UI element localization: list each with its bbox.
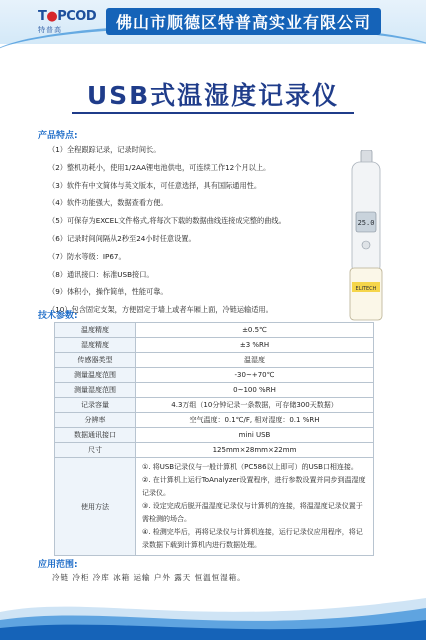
applications-text: 冷链 冷柜 冷库 冰箱 运输 户外 露天 恒温恒湿箱。 bbox=[52, 573, 246, 582]
logo-mark bbox=[38, 9, 97, 24]
spec-key: 分辨率 bbox=[55, 413, 136, 428]
logo-sun-icon: ● bbox=[46, 9, 58, 24]
feature-item: （2）整机功耗小，使用1/2AA锂电池供电，可连续工作12个月以上。 bbox=[48, 162, 271, 172]
method-step: ④. 检测完毕后，再将记录仪与计算机连接，运行记录仪应用程序，将记录数据下载到计算机内进行数据处理。 bbox=[142, 528, 363, 549]
company-name: 佛山市顺德区特普高实业有限公司 bbox=[106, 8, 381, 35]
method-steps bbox=[136, 458, 374, 556]
table-row bbox=[55, 338, 374, 353]
header bbox=[0, 0, 426, 52]
table-row bbox=[55, 458, 374, 556]
mounting-bracket bbox=[350, 268, 382, 320]
table-row bbox=[55, 443, 374, 458]
spec-key: 湿度精度 bbox=[55, 338, 136, 353]
device-display-value: 25.0 bbox=[357, 219, 375, 227]
feature-item: （9）体积小，操作简单，性能可靠。 bbox=[48, 287, 168, 297]
spec-key: 记录容量 bbox=[55, 398, 136, 413]
spec-key: 数据通讯接口 bbox=[55, 428, 136, 443]
method-step: ②. 在计算机上运行ToAnalyzer设置程序，进行参数设置并同步到温湿度记录仪。 bbox=[142, 476, 366, 497]
specs-table bbox=[54, 322, 374, 556]
table-row bbox=[55, 383, 374, 398]
features-list bbox=[48, 141, 348, 319]
logo-letters: PCOD bbox=[57, 9, 97, 24]
spec-key: 测量温度范围 bbox=[55, 368, 136, 383]
page-title: USB式温湿度记录仪 bbox=[86, 81, 340, 110]
table-row bbox=[55, 368, 374, 383]
device-button bbox=[362, 241, 370, 249]
spec-value: 4.3万组（10分钟记录一条数据，可存储300天数据） bbox=[136, 398, 374, 413]
spec-value: ±3 %RH bbox=[136, 338, 374, 353]
feature-item: （4）软件功能强大，数据查看方便。 bbox=[48, 198, 168, 208]
table-row bbox=[55, 413, 374, 428]
spec-key: 尺寸 bbox=[55, 443, 136, 458]
feature-item: （8）通讯接口：标准USB接口。 bbox=[48, 269, 154, 279]
footer-wave bbox=[0, 590, 426, 640]
method-key: 使用方法 bbox=[55, 458, 136, 556]
features-heading: 产品特点: bbox=[38, 131, 78, 141]
spec-key: 温度精度 bbox=[55, 323, 136, 338]
table-row bbox=[55, 323, 374, 338]
spec-value: 温湿度 bbox=[136, 353, 374, 368]
spec-value: 0~100 %RH bbox=[136, 383, 374, 398]
spec-key: 传感器类型 bbox=[55, 353, 136, 368]
table-row bbox=[55, 353, 374, 368]
spec-value: -30~+70℃ bbox=[136, 368, 374, 383]
table-row bbox=[55, 428, 374, 443]
logo-letter-t: T bbox=[38, 9, 47, 24]
spec-value: mini USB bbox=[136, 428, 374, 443]
feature-item: （7）防水等级：IP67。 bbox=[48, 251, 126, 261]
logo-subtext: 特普高 bbox=[38, 26, 62, 34]
table-row bbox=[55, 398, 374, 413]
feature-item: （5）可保存为EXCEL文件格式,将每次下载的数据曲线连接成完整的曲线。 bbox=[48, 216, 286, 226]
spec-value: 空气温度：0.1℃/F, 相对湿度：0.1 %RH bbox=[136, 413, 374, 428]
feature-item: （6）记录时间间隔从2秒至24小时任意设置。 bbox=[48, 233, 196, 243]
method-step: ③. 设定完成后脱开温湿度记录仪与计算机的连接，将温湿度记录仪置于需检测的场合。 bbox=[142, 502, 363, 523]
feature-item: （1）全程跟踪记录，记录时间长。 bbox=[48, 145, 161, 154]
spec-value: ±0.5℃ bbox=[136, 323, 374, 338]
feature-item: （3）软件有中文简体与英文版本，可任意选择，具有国际通用性。 bbox=[48, 180, 262, 190]
device-brand: ELITECH bbox=[355, 286, 377, 292]
title-underline bbox=[72, 112, 354, 114]
company-logo bbox=[38, 9, 97, 41]
feature-item: （10）包含固定支架，方便固定于墙上或者车厢上面，冷链运输适用。 bbox=[48, 305, 273, 315]
method-step: ①. 将USB记录仪与一般计算机（PC586以上即可）的USB口相连接。 bbox=[142, 463, 358, 471]
spec-value: 125mm×28mm×22mm bbox=[136, 443, 374, 458]
spec-key: 测量湿度范围 bbox=[55, 383, 136, 398]
applications-heading: 应用范围: bbox=[38, 560, 78, 570]
specs-heading: 技术参数: bbox=[38, 311, 78, 321]
usb-logger-device-image bbox=[346, 150, 386, 325]
